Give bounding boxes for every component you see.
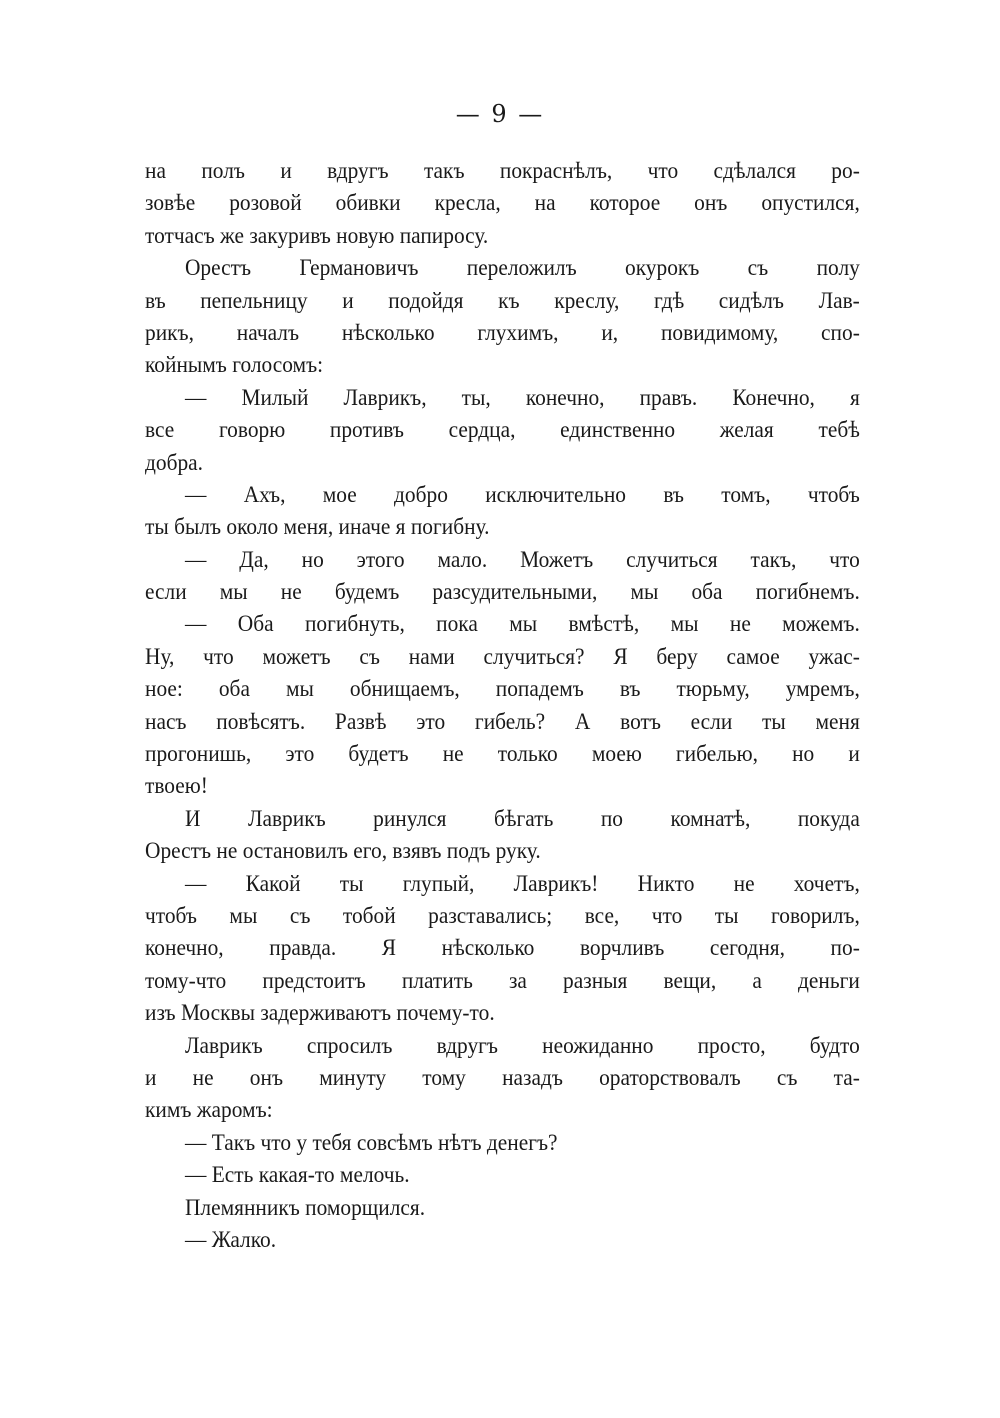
text-line: Племянникъ поморщился. (184, 1194, 426, 1220)
text-line: и не онъ минуту тому назадъ ораторствовалъ съ та- (145, 1064, 860, 1090)
text-line: добра. (145, 449, 204, 475)
text-line: насъ повѣсятъ. Развѣ это гибель? А вотъ если ты меня (145, 708, 860, 734)
text-line: ное: оба мы обнищаемъ, попадемъ въ тюрьму, умремъ, (145, 676, 860, 702)
text-line: — Да, но этого мало. Можетъ случиться такъ, что (184, 546, 860, 572)
text-line: Лаврикъ спросилъ вдругъ неожиданно просто, будто (184, 1032, 860, 1058)
text-line: все говорю противъ сердца, единственно желая тебѣ (145, 417, 860, 443)
text-line: рикъ, началъ нѣсколько глухимъ, и, повидимому, спо- (145, 319, 860, 345)
text-line: — Есть какая-то мелочь. (184, 1162, 410, 1188)
text-line: — Жалко. (184, 1226, 277, 1252)
text-line: прогонишь, это будетъ не только моею гибелью, но и (145, 741, 860, 767)
text-line: кимъ жаромъ: (145, 1097, 273, 1123)
text-line: ты былъ около меня, иначе я погибну. (145, 514, 490, 540)
text-line: тотчасъ же закуривъ новую папиросу. (145, 222, 489, 248)
text-line: если мы не будемъ разсудительными, мы оба погибнемъ. (145, 579, 860, 605)
text-line: изъ Москвы задерживаютъ почему-то. (145, 1000, 495, 1026)
text-line: Орестъ не остановилъ его, взявъ подъ руку. (145, 838, 541, 864)
text-line: въ пепельницу и подойдя къ креслу, гдѣ сидѣлъ Лав- (145, 287, 860, 313)
page-text-body (145, 155, 860, 1256)
text-line: Ну, что можетъ съ нами случиться? Я беру самое ужас- (145, 643, 860, 669)
text-line: — Оба погибнуть, пока мы вмѣстѣ, мы не можемъ. (184, 611, 860, 637)
text-line: тому-что предстоитъ платить за разныя вещи, а деньги (145, 967, 860, 993)
page-number: — 9 — (455, 100, 545, 128)
text-line: — Такъ что у тебя совсѣмъ нѣтъ денегъ? (184, 1129, 558, 1155)
text-line: И Лаврикъ ринулся бѣгать по комнатѣ, покуда (184, 805, 860, 831)
text-line: — Ахъ, мое добро исключительно въ томъ, чтобъ (184, 481, 860, 507)
text-line: твоею! (145, 773, 208, 799)
text-line: Орестъ Германовичъ переложилъ окурокъ съ полу (184, 255, 860, 281)
text-line: конечно, правда. Я нѣсколько ворчливъ сегодня, по- (145, 935, 860, 961)
text-line: — Какой ты глупый, Лаврикъ! Никто не хочетъ, (184, 870, 860, 896)
text-line: койнымъ голосомъ: (145, 352, 324, 378)
text-line: чтобъ мы съ тобой разставались; все, что ты говорилъ, (145, 902, 860, 928)
text-line: зовѣе розовой обивки кресла, на которое онъ опустился, (145, 190, 860, 216)
text-line: на полъ и вдругъ такъ покраснѣлъ, что сдѣлался ро- (145, 158, 860, 183)
text-line: — Милый Лаврикъ, ты, конечно, правъ. Конечно, я (184, 384, 860, 410)
